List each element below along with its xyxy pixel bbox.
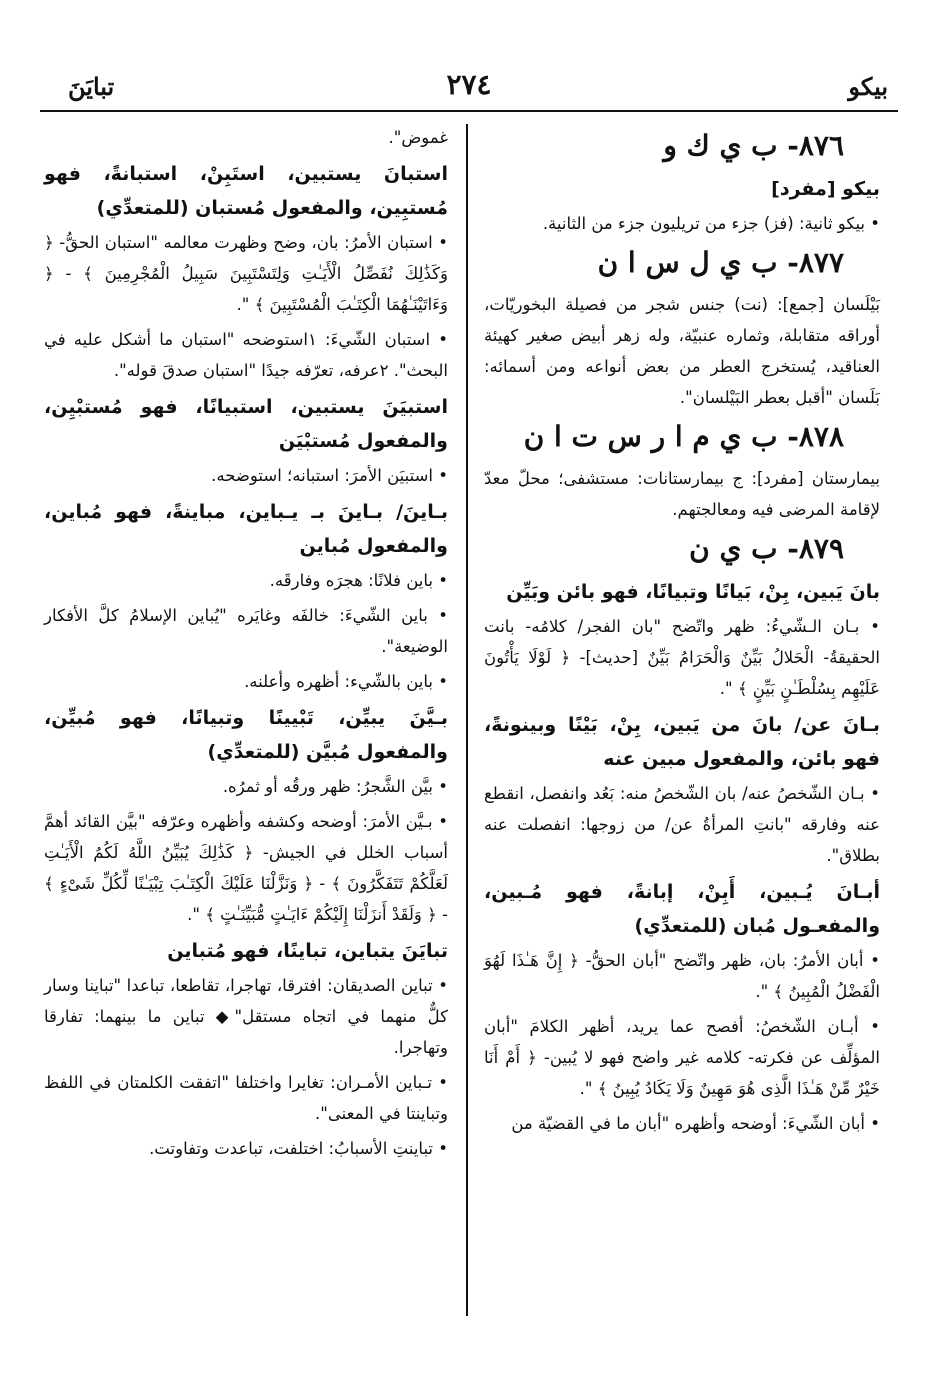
definition-paragraph: بَيْلَسان [جمع]: (نت) جنس شجر من فصيلة البخوريّات، أوراقه متقابلة، وثماره عنبيّة، وله زهر أبيض صغير كهيئة العناقيد، يُستخرج العطر من بعض أنواعه ومن أسمائه: بَلَسان "أقبل بعطر البَيْلسان". xyxy=(484,295,880,407)
sense-item: • باين بالشّيء: أظهره وأعلنه. xyxy=(44,666,448,697)
sense-item: • باين الشّيءَ: خالفَه وغايَره "يُباين الإسلامُ كلَّ الأفكار الوضيعة". xyxy=(44,600,448,662)
page-header xyxy=(40,62,898,112)
root-heading: ٨٧٦- ب ي ك و xyxy=(663,129,844,162)
entry-headword: بـاينَ/ بـاينَ بـ يـباين، مباينةً، فهو مُباين، والمفعول مُباين xyxy=(44,501,448,557)
sense-item: • استبان الشّيءَ: ١استوضحه "استبان ما أشكل عليه في البحث". ٢عرفه، تعرّفه جيدًا "استبان صدقَ قوله". xyxy=(44,324,448,386)
sense-item: • استبيَن الأمرَ: استبانه؛ استوضحه. xyxy=(44,460,448,491)
continuation-text: غموض". xyxy=(388,128,448,147)
sense-item: • تـباين الأمـران: تغايرا واختلفا "اتفقت الكلمتان في اللفظ وتباينتا في المعنى". xyxy=(44,1067,448,1129)
entry-headword: بيكو [مفرد] xyxy=(771,178,880,200)
sense-item: • استبان الأمرُ: بان، وضح وظهرت معالمه "استبان الحقُّ- ﴿ وَكَذَٰلِكَ نُفَصِّلُ الْأَيَـٰتِ وَلِتَسْتَبِينَ سَبِيلُ الْمُجْرِمِينَ ﴾ - ﴿ وَءَاتَيْنَـٰهُمَا الْكِتَـٰبَ الْمُسْتَبِينَ ﴾ ". xyxy=(44,227,448,320)
entry-headword: أبـانَ يُـبين، أَبِنْ، إبانةً، فهو مُـبين، والمفعـول مُبان (للمتعدِّي) xyxy=(484,881,880,937)
column-divider xyxy=(466,124,468,1316)
sense-item: • بـان الشّخصُ عنه/ بان الشّخصُ منه: بَعُد وانفصل، انقطع عنه وفارقه "بانتِ المرأةُ عن/ من زوجها: انفصلت عنه بطلاق". xyxy=(484,778,880,871)
header-first-entry: بيكو xyxy=(848,72,888,101)
page-number: ٢٧٤ xyxy=(446,68,492,101)
sense-item: • أبان الأمرُ: بان، ظهر واتّضح "أبان الحقُّ- ﴿ إِنَّ هَـٰذَا لَهُوَ الْفَضْلُ الْمُبِينُ ﴾ ". xyxy=(484,945,880,1007)
definition-paragraph: بيمارستان [مفرد]: ج بيمارستانات: مستشفى؛ محلّ معدّ لإقامة المرضى فيه ومعالجتهم. xyxy=(484,469,880,519)
header-last-entry: تبايَنَ xyxy=(68,72,115,101)
sense-item: • تباين الصديقان: افترقا، تهاجرا، تقاطعا، تباعدا "تباينا وسار كلٌّ منهما في اتجاه مستقل"◆ تباين ما بينهما: تفارقا وتهاجرا. xyxy=(44,970,448,1063)
sense-item: • بـيَّن الأمرَ: أوضحه وكشفه وأظهره وعرّفه "بيَّن القائد أهمَّ أسباب الخلل في الجيش- ﴿ كَذَٰلِكَ يُبَيِّنُ اللَّهُ لَكُمُ الْأَيَـٰتِ لَعَلَّكُمْ تَتَفَكَّرُونَ ﴾ - ﴿ وَنَزَّلْنَا عَلَيْكَ الْكِتَـٰبَ تِبْيَـٰنًا لِّكُلِّ شَىْءٍ ﴾ - ﴿ وَلَقَدْ أَنزَلْنَا إِلَيْكُمْ ءَايَـٰتٍ مُّبَيِّنَـٰتٍ ﴾ ". xyxy=(44,806,448,930)
entry-headword: استبانَ يستبين، استَبِنْ، استبانةً، فهو مُستبِين، والمفعول مُستبان (للمتعدِّي) xyxy=(44,163,448,219)
sense-item: • بيكو ثانية: (فز) جزء من تريليون جزء من الثانية. xyxy=(484,208,880,239)
entry-headword: بـيَّنَ يبيِّن، تَبْيينًا وتبيانًا، فهو مُبيِّن، والمفعول مُبيَّن (للمتعدِّي) xyxy=(44,707,448,763)
root-heading: ٨٧٧- ب ي ل س ا ن xyxy=(597,246,844,279)
sense-item: • أبـان الشّخصُ: أفصح عما يريد، أظهر الكلامَ "أبان المؤلِّف عن فكرته- كلامه غير واضح فهو لا يُبين- ﴿ أَمْ أَنَا خَيْرٌ مِّنْ هَـٰذَا الَّذِى هُوَ مَهِينٌ وَلَا يَكَادُ يُبِينُ ﴾ ". xyxy=(484,1011,880,1104)
sense-item: • بيَّن الشَّجرُ: ظهر ورقُه أو ثمرُه. xyxy=(44,771,448,802)
root-heading: ٨٧٨- ب ي م ا ر س ت ا ن xyxy=(523,420,844,453)
entry-headword: تبايَنَ يتباين، تباينًا، فهو مُتباين xyxy=(167,940,448,962)
sense-item: • تباينتِ الأسبابُ: اختلفت، تباعدت وتفاوتت. xyxy=(44,1133,448,1164)
root-heading: ٨٧٩- ب ي ن xyxy=(689,532,844,565)
sense-item: • أبان الشّيءَ: أوضحه وأظهره "أبان ما في القضيّة من xyxy=(484,1108,880,1139)
left-column xyxy=(44,122,448,1168)
entry-headword: بـانَ عن/ بانَ من يَبين، بِنْ، بَيْنًا وبينونةً، فهو بائن، والمفعول مبين عنه xyxy=(484,714,880,770)
entry-headword: بانَ يَبين، بِنْ، بَيانًا وتبيانًا، فهو بائن وبَيِّن xyxy=(506,581,880,603)
sense-item: • بـان الـشّيءُ: ظهر واتّضح "بان الفجر/ كلامُه- بانت الحقيقةُ- الْحَلالُ بَيِّنٌ وَالْحَرَامُ بَيِّنٌ [حديث]- ﴿ لَوْلَا يَأْتُونَ عَلَيْهِم بِسُلْطَـٰنٍ بَيِّنٍ ﴾ ". xyxy=(484,611,880,704)
sense-item: • باين فلانًا: هجرَه وفارقَه. xyxy=(44,565,448,596)
right-column xyxy=(484,122,880,1143)
entry-headword: استبيَنَ يستبين، استبيانًا، فهو مُستبْيِن، والمفعول مُستبْيَن xyxy=(44,396,448,452)
